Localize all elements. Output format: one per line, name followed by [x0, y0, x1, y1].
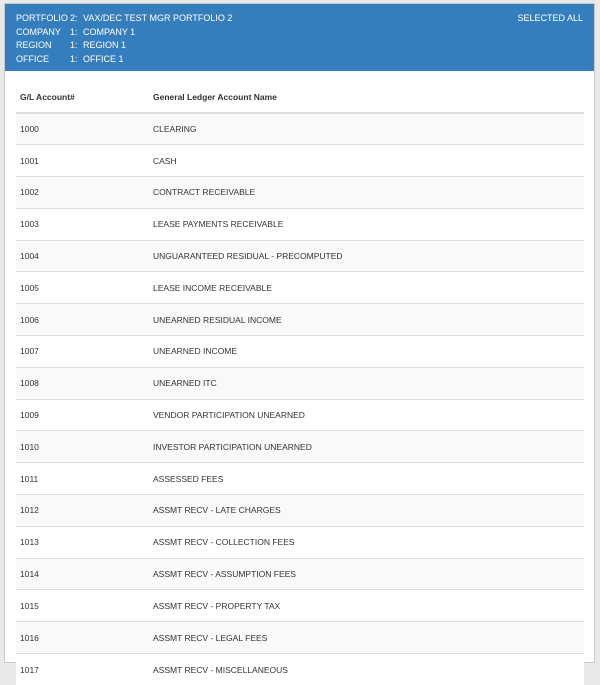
- account-name-cell: ASSMT RECV - ASSUMPTION FEES: [149, 558, 584, 590]
- company-number: 1:: [70, 26, 78, 37]
- company-row: [16, 26, 594, 40]
- account-number-cell: 1008: [16, 367, 149, 399]
- table-row[interactable]: [16, 240, 584, 272]
- table-body: [16, 113, 584, 685]
- table-row[interactable]: [16, 463, 584, 495]
- account-name-cell: INVESTOR PARTICIPATION UNEARNED: [149, 431, 584, 463]
- company-value: COMPANY 1: [83, 26, 136, 37]
- portfolio-value: VAX/DEC TEST MGR PORTFOLIO 2: [83, 13, 233, 23]
- portfolio-row: [16, 12, 594, 26]
- region-value: REGION 1: [83, 40, 127, 50]
- selection-header: [5, 4, 594, 71]
- account-number-cell: 1015: [16, 590, 149, 622]
- table-row[interactable]: [16, 177, 584, 209]
- office-value: OFFICE 1: [83, 53, 124, 64]
- selected-all-label: SELECTED ALL: [517, 13, 583, 23]
- office-row: [16, 53, 594, 67]
- account-name-cell: CONTRACT RECEIVABLE: [149, 177, 584, 209]
- region-row: [16, 39, 594, 53]
- table-head: [16, 71, 584, 113]
- account-number-cell: 1009: [16, 399, 149, 431]
- gl-account-panel: [4, 3, 595, 675]
- table-row[interactable]: [16, 208, 584, 240]
- table-row[interactable]: [16, 336, 584, 368]
- office-number: 1:: [70, 53, 78, 64]
- header-row: [16, 71, 584, 113]
- account-number-cell: 1007: [16, 336, 149, 368]
- table-row[interactable]: [16, 431, 584, 463]
- table-row[interactable]: [16, 654, 584, 685]
- account-name-cell: ASSMT RECV - LATE CHARGES: [149, 495, 584, 527]
- account-number-cell: 1012: [16, 495, 149, 527]
- account-name-cell: VENDOR PARTICIPATION UNEARNED: [149, 399, 584, 431]
- account-number-cell: 1001: [16, 145, 149, 177]
- account-name-cell: UNEARNED ITC: [149, 367, 584, 399]
- account-name-cell: UNGUARANTEED RESIDUAL - PRECOMPUTED: [149, 240, 584, 272]
- account-name-cell: ASSMT RECV - MISCELLANEOUS: [149, 654, 584, 685]
- table-row[interactable]: [16, 622, 584, 654]
- region-label: REGION: [16, 40, 52, 50]
- account-name-cell: ASSESSED FEES: [149, 463, 584, 495]
- account-name-cell: LEASE PAYMENTS RECEIVABLE: [149, 208, 584, 240]
- table-wrapper: [5, 71, 594, 685]
- account-number-cell: 1014: [16, 558, 149, 590]
- account-number-cell: 1010: [16, 431, 149, 463]
- table-row[interactable]: [16, 304, 584, 336]
- gl-account-table: [16, 71, 584, 685]
- table-row[interactable]: [16, 526, 584, 558]
- column-header-account: G/L Account#: [16, 71, 149, 113]
- account-name-cell: ASSMT RECV - LEGAL FEES: [149, 622, 584, 654]
- table-row[interactable]: [16, 590, 584, 622]
- account-number-cell: 1000: [16, 113, 149, 145]
- account-name-cell: ASSMT RECV - COLLECTION FEES: [149, 526, 584, 558]
- account-number-cell: 1004: [16, 240, 149, 272]
- table-row[interactable]: [16, 495, 584, 527]
- region-number: 1:: [70, 40, 78, 50]
- account-name-cell: UNEARNED INCOME: [149, 336, 584, 368]
- account-number-cell: 1016: [16, 622, 149, 654]
- account-number-cell: 1003: [16, 208, 149, 240]
- account-number-cell: 1013: [16, 526, 149, 558]
- table-row[interactable]: [16, 558, 584, 590]
- table-row[interactable]: [16, 113, 584, 145]
- account-name-cell: UNEARNED RESIDUAL INCOME: [149, 304, 584, 336]
- portfolio-label: PORTFOLIO: [16, 13, 68, 23]
- account-number-cell: 1011: [16, 463, 149, 495]
- table-row[interactable]: [16, 367, 584, 399]
- account-name-cell: ASSMT RECV - PROPERTY TAX: [149, 590, 584, 622]
- table-row[interactable]: [16, 399, 584, 431]
- account-number-cell: 1005: [16, 272, 149, 304]
- account-name-cell: CLEARING: [149, 113, 584, 145]
- account-name-cell: CASH: [149, 145, 584, 177]
- office-label: OFFICE: [16, 53, 49, 64]
- column-header-name: General Ledger Account Name: [149, 71, 584, 113]
- company-label: COMPANY: [16, 26, 61, 37]
- table-row[interactable]: [16, 145, 584, 177]
- table-row[interactable]: [16, 272, 584, 304]
- account-number-cell: 1006: [16, 304, 149, 336]
- account-number-cell: 1002: [16, 177, 149, 209]
- account-name-cell: LEASE INCOME RECEIVABLE: [149, 272, 584, 304]
- account-number-cell: 1017: [16, 654, 149, 685]
- portfolio-number: 2:: [70, 13, 78, 23]
